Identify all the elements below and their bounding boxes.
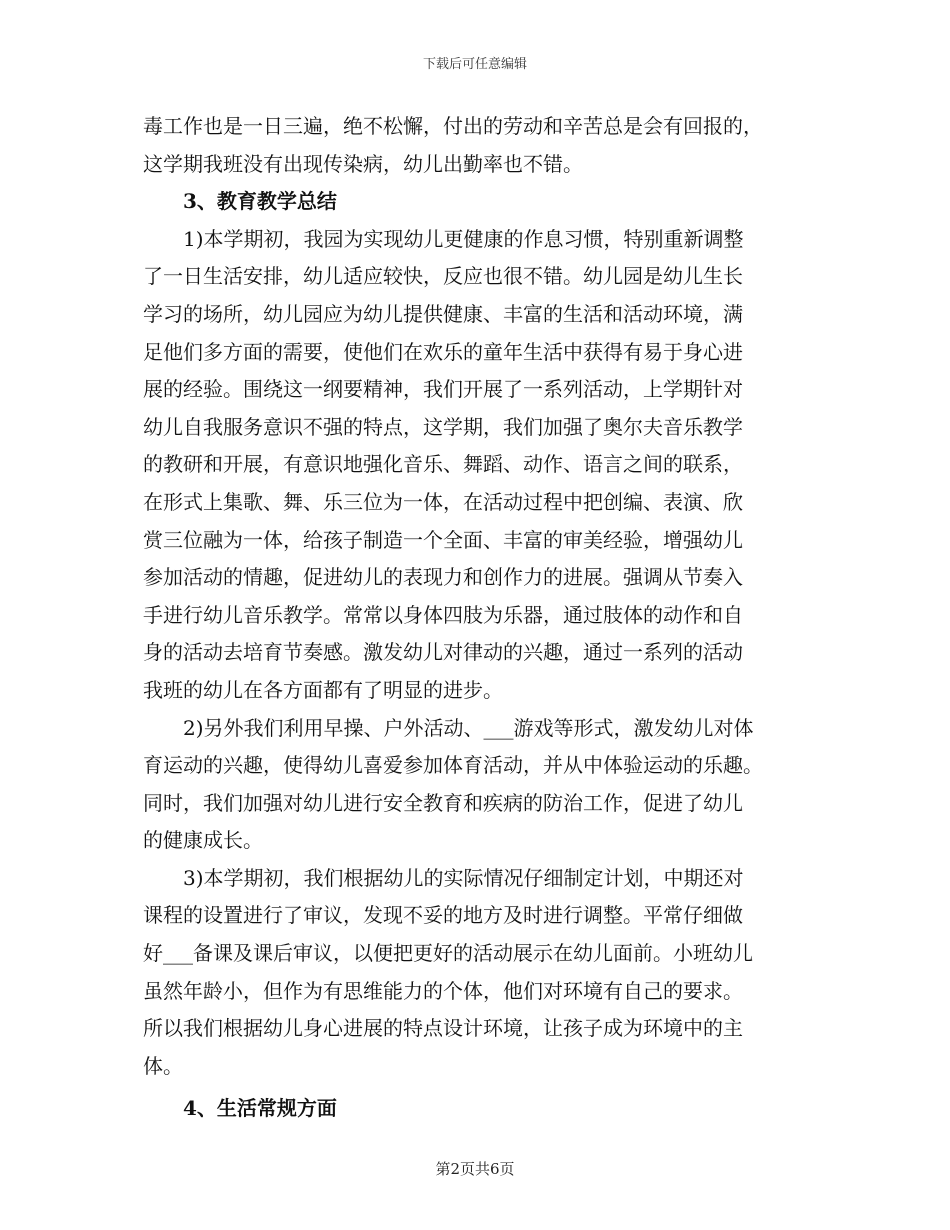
text-line: 毒工作也是一日三遍，绝不松懈，付出的劳动和辛苦总是会有回报的， [143,114,763,138]
text-line: 幼儿自我服务意识不强的特点，这学期，我们加强了奥尔夫音乐教学 [143,414,743,439]
text-line: 了一日生活安排，幼儿适应较快，反应也很不错。幼儿园是幼儿生长 [143,264,743,289]
page-header: 下载后可任意编辑 [422,57,527,72]
section-heading: 3、教育教学总结 [183,189,337,214]
paragraph-start: 3)本学期初，我们根据幼儿的实际情况仔细制定计划，中期还对 [183,865,744,890]
text-line: 我班的幼儿在各方面都有了明显的进步。 [143,677,503,702]
text-line: 同时，我们加强对幼儿进行安全教育和疾病的防治工作，促进了幼儿 [143,790,743,815]
text-line: 身的活动去培育节奏感。激发幼儿对律动的兴趣，通过一系列的活动 [143,640,743,665]
text-line: 足他们多方面的需要，使他们在欢乐的童年生活中获得有易于身心进 [143,339,743,364]
text-line: 体。 [143,1053,183,1078]
text-line: 虽然年龄小，但作为有思维能力的个体，他们对环境有自己的要求。 [143,978,743,1003]
text-line: 所以我们根据幼儿身心进展的特点设计环境，让孩子成为环境中的主 [143,1016,743,1041]
text-line: 在形式上集歌、舞、乐三位为一体，在活动过程中把创编、表演、欣 [143,489,743,514]
text-line: 参加活动的情趣，促进幼儿的表现力和创作力的进展。强调从节奏入 [143,565,743,590]
text-line: 手进行幼儿音乐教学。常常以身体四肢为乐器，通过肢体的动作和自 [143,602,743,627]
text-line: 这学期我班没有出现传染病，幼儿出勤率也不错。 [143,151,583,176]
text-line: 展的经验。围绕这一纲要精神，我们开展了一系列活动，上学期针对 [143,377,743,402]
body-text [143,108,813,1128]
text-line: 好___备课及课后审议，以便把更好的活动展示在幼儿面前。小班幼儿 [143,941,753,966]
paragraph-start: 2)另外我们利用早操、户外活动、___游戏等形式，激发幼儿对体 [183,715,754,740]
text-line: 赏三位融为一体，给孩子制造一个全面、丰富的审美经验，增强幼儿 [143,527,743,552]
section-heading: 4、生活常规方面 [183,1096,337,1121]
page-footer: 第2页共6页 [435,1160,515,1178]
text-line: 课程的设置进行了审议，发现不妥的地方及时进行调整。平常仔细做 [143,903,743,928]
paragraph-start: 1)本学期初，我园为实现幼儿更健康的作息习惯，特别重新调整 [183,226,744,251]
text-line: 育运动的兴趣，使得幼儿喜爱参加体育活动，并从中体验运动的乐趣。 [143,753,763,778]
text-line: 学习的场所，幼儿园应为幼儿提供健康、丰富的生活和活动环境，满 [143,301,743,326]
text-line: 的教研和开展，有意识地强化音乐、舞蹈、动作、语言之间的联系， [143,452,743,477]
text-line: 的健康成长。 [143,828,263,853]
